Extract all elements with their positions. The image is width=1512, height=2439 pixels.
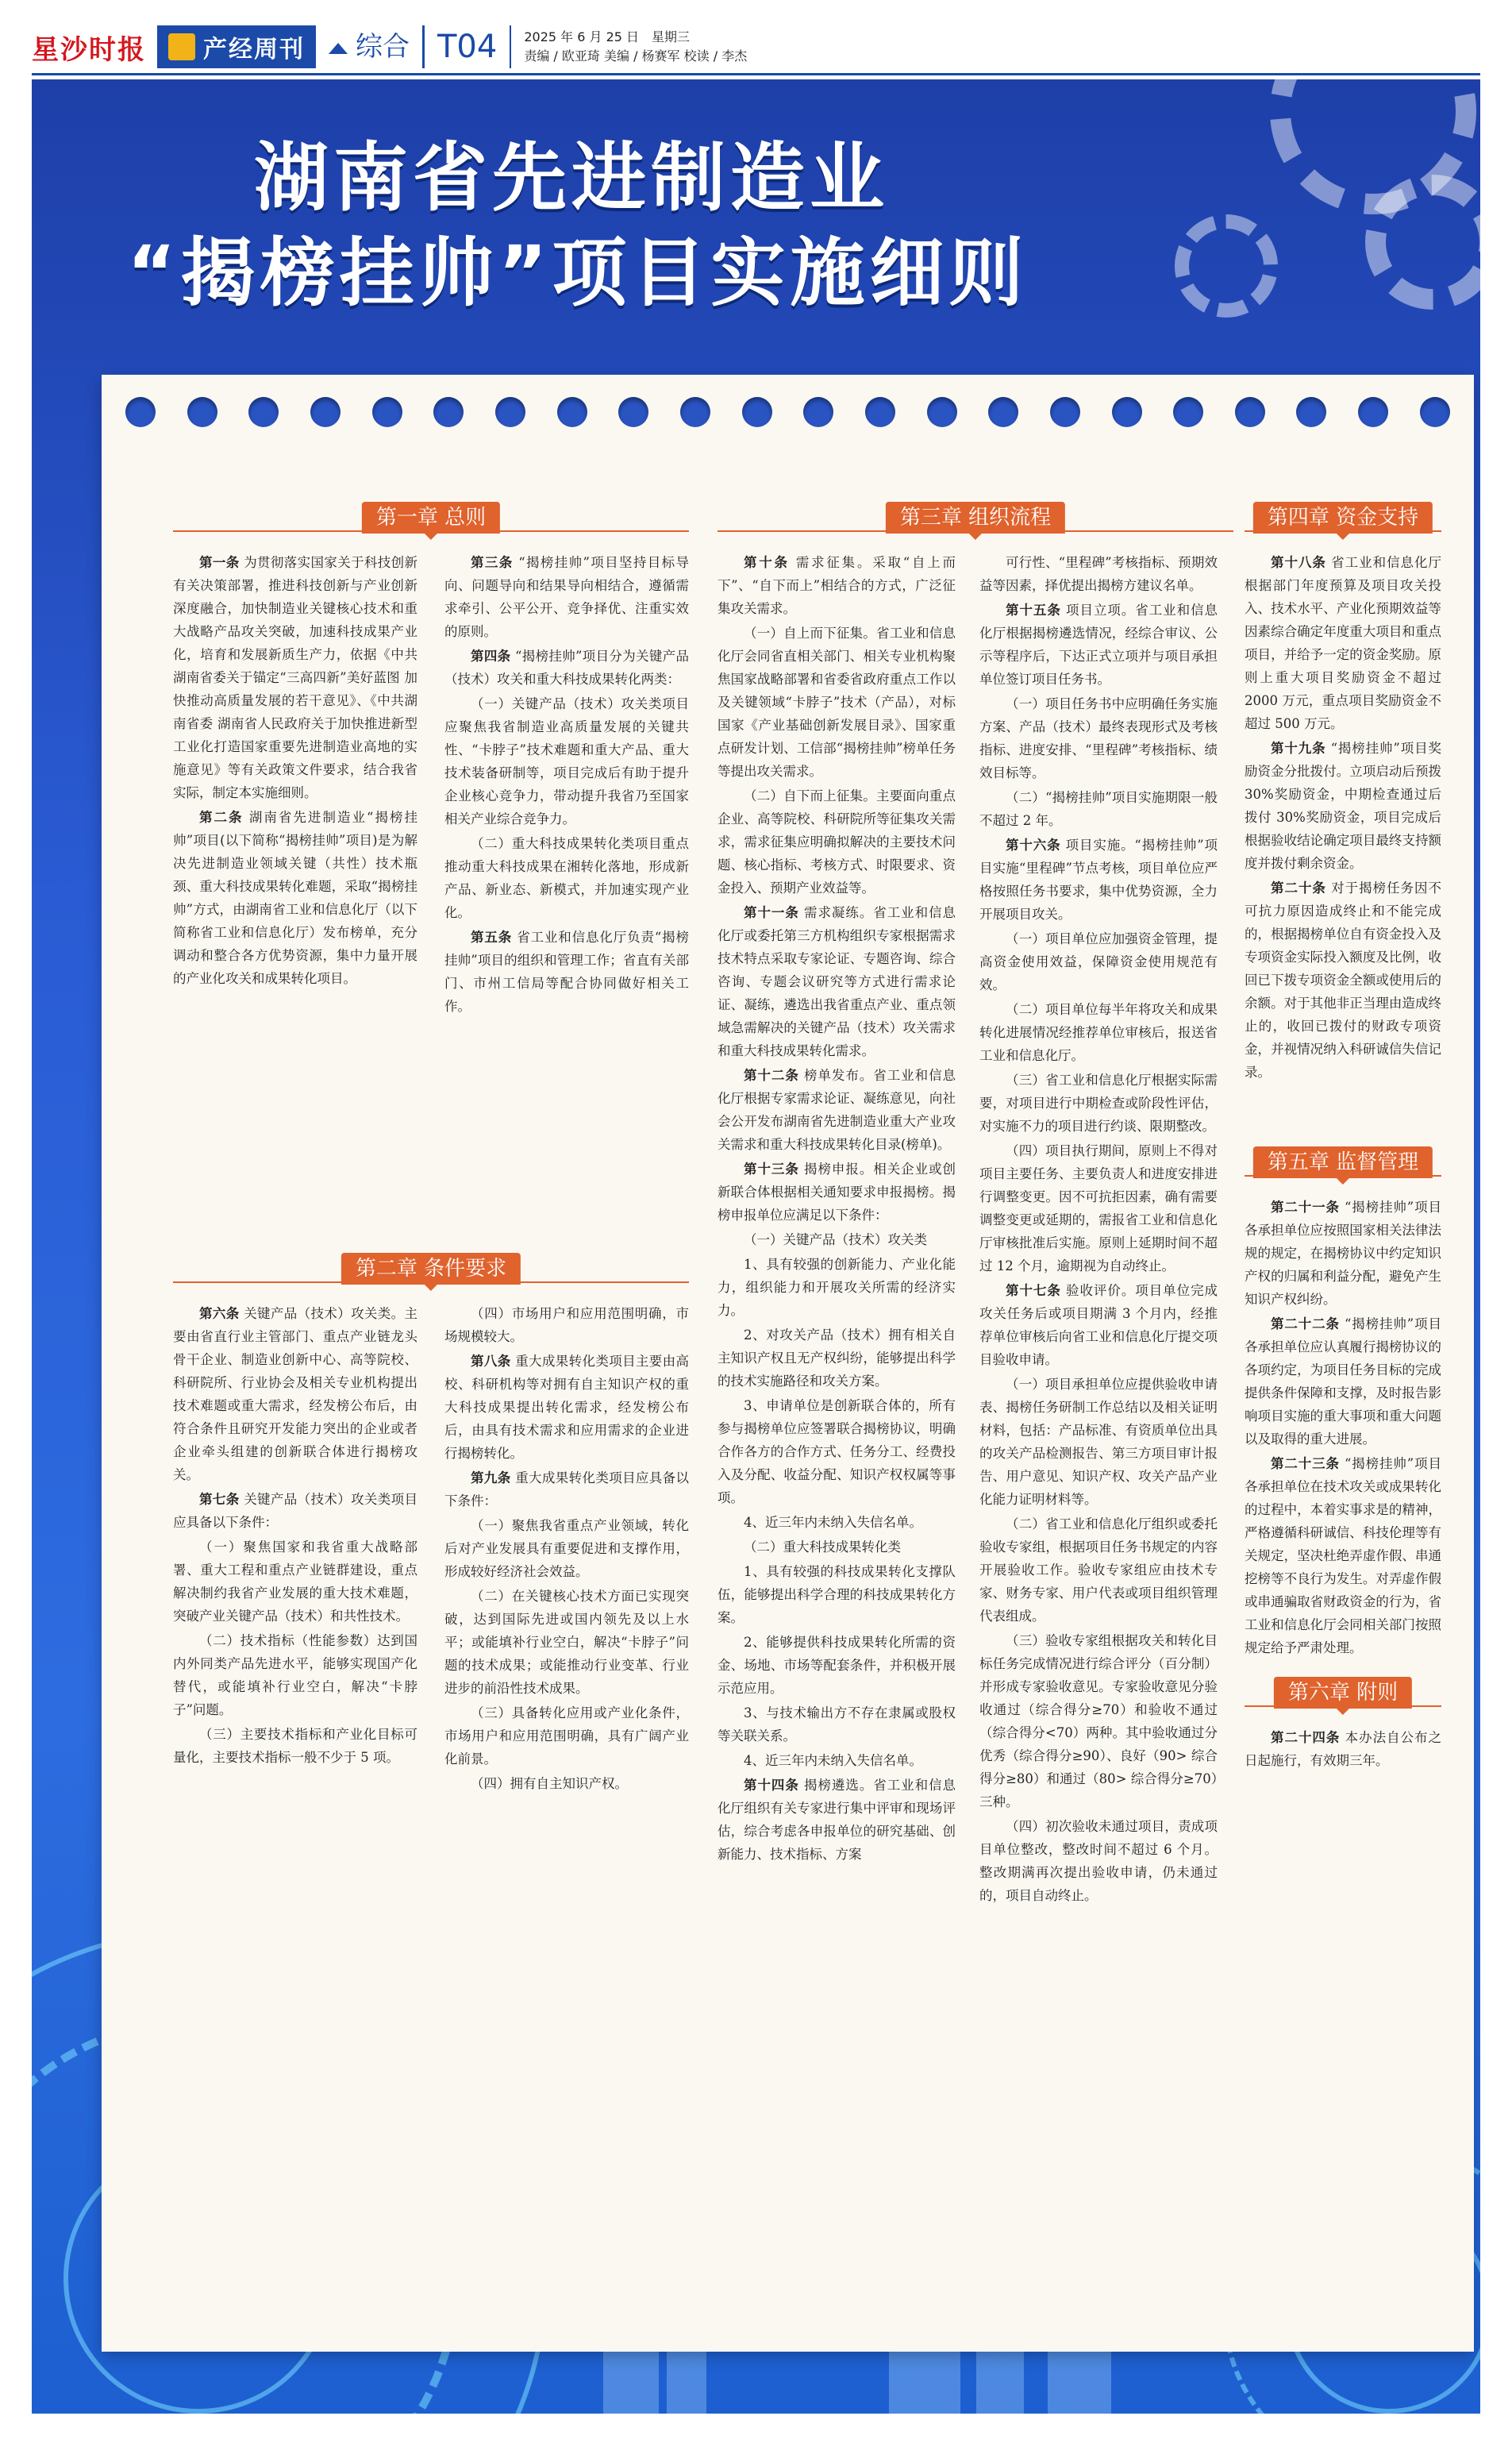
binder-hole [248,397,279,427]
article-number: 第四条 [471,649,511,664]
article-text: “揭榜挂帅”项目各承担单位应认真履行揭榜协议的各项约定，为项目任务目标的完成提供条件保障和支撑，及时报告影响项目实施的重大事项和重大问题以及取得的重大进展。 [1245,1316,1441,1447]
article-number: 第二条 [199,810,244,825]
article-number: 第三条 [471,555,514,570]
article-text: （三）具备转化应用或产业化条件，市场用户和应用范围明确，具有广阔产业化前景。 [444,1705,689,1767]
binder-hole [495,397,525,427]
article-paragraph [718,551,956,620]
article-text: 重大成果转化类项目主要由高校、科研机构等对拥有自主知识产权的重大科技成果提出转化需求，经发榜公布后，由具有技术需求和应用需求的企业进行揭榜转化。 [444,1354,689,1461]
article-text: 需求凝练。省工业和信息化厅或委托第三方机构组织专家根据需求技术特点采取专家论证、专题咨询、综合咨询、专题会议研究等方式进行需求论证、凝练，遴选出我省重点产业、重点领域急需解决的关键产品（技术）攻关需求和重大科技成果转化需求。 [718,905,956,1058]
article-text: （一）自上而下征集。省工业和信息化厅会同省直相关部门、相关专业机构聚焦国家战略部署和省委省政府重点工作以及关键领域“卡脖子”技术（产品），对标国家《产业基础创新发展目录》、国家重点研发计划、工信部“揭榜挂帅”榜单任务等提出攻关需求。 [718,626,956,779]
article-text: （三）验收专家组根据攻关和转化目标任务完成情况进行综合评分（百分制）并形成专家验收意见。专家验收意见分验收通过（综合得分≥70）和验收不通过（综合得分<70）两种。其中验收通过分优秀（综合得分≥90）、良好（90> 综合得分≥80）和通过（80> 综合得分≥70）三种。 [979,1633,1218,1809]
article-paragraph [444,1701,689,1770]
masthead-rule [32,73,1480,75]
article-paragraph [979,834,1218,926]
article-paragraph [444,1350,689,1465]
chapter-title: 第一章 总则 [362,502,500,534]
article-number: 第十三条 [744,1162,799,1177]
article-paragraph [718,1253,956,1322]
article-paragraph [718,1560,956,1629]
article-paragraph [979,1139,1218,1277]
article-paragraph [718,784,956,900]
article-paragraph [444,832,689,924]
binder-hole [310,397,340,427]
article-text: 可行性、“里程碑”考核指标、预期效益等因素，择优提出揭榜方建议名单。 [979,555,1218,593]
chapter-heading [173,502,689,538]
article-paragraph [718,1394,956,1509]
article-text: 3、申请单位是创新联合体的，所有参与揭榜单位应签署联合揭榜协议，明确合作各方的合作方式、任务分工、经费投入及分配、收益分配、知识产权权属等事项。 [718,1398,956,1505]
chapter-heading [718,502,1233,538]
article-text: 2、对攻关产品（技术）拥有相关自主知识产权且无产权纠纷，能够提出科学的技术实施路径和攻关方案。 [718,1327,956,1389]
chapter-heading [173,1253,689,1289]
article-paragraph [718,1535,956,1559]
article-number: 第二十二条 [1271,1316,1340,1331]
article-text: （二）重大科技成果转化类 [744,1539,901,1555]
section-brand: 产经周刊 [203,36,305,64]
article-paragraph [173,1488,417,1534]
article-text: 省工业和信息化厅根据部门年度预算及项目攻关投入、技术水平、产业化预期效益等因素综合确定年度重大项目和重点项目，并给予一定的资金奖励。原则上重大项目奖励资金不超过 2000 万元，重点项目奖励资金不超过 500 万元。 [1245,555,1442,731]
article-number: 第十八条 [1271,555,1326,570]
article-text: “揭榜挂帅”项目奖励资金分批拨付。立项启动后预拨 30%奖励资金，中期检查通过后拨付 30%奖励资金，项目完成后根据验收结论确定项目最终支持额度并拨付剩余资金。 [1245,741,1441,871]
article-paragraph [979,599,1218,691]
issue-date: 2025 年 6 月 25 日 星期三 [524,29,691,44]
article-paragraph [718,1228,956,1251]
article-text: （四）项目执行期间，原则上不得对项目主要任务、主要负责人和进度安排进行调整变更。因不可抗拒因素，确有需要调整变更或延期的，需报省工业和信息化厅审核批准后实施。原则上延期时间不超过 12 个月，逾期视为自动终止。 [979,1143,1218,1273]
chapter-heading [1245,502,1441,538]
article-paragraph [718,1324,956,1393]
article-column [444,551,689,1019]
credits: 责编 / 欧亚琦 美编 / 杨赛军 校读 / 李杰 [524,48,748,64]
article-paragraph [1245,1312,1441,1451]
article-text: （二）技术指标（性能参数）达到国内外同类产品先进水平，能够实现国产化替代，或能填补行业空白，解决“卡脖子”问题。 [173,1633,417,1717]
article-paragraph [979,998,1218,1067]
title-line-2: “揭榜挂帅”项目实施细则 [127,230,1029,317]
chapter-5-block [1245,1139,1441,1202]
chapter-title: 第五章 监督管理 [1253,1146,1433,1178]
binder-holes [125,397,1450,427]
article-text: （二）自下而上征集。主要面向重点企业、高等院校、科研院所等征集攻关需求，需求征集应明确拟解决的主要技术问题、核心指标、考核方式、时限要求、资金投入、预期产业效益等。 [718,788,956,896]
article-text: 4、近三年内未纳入失信名单。 [744,1515,922,1530]
article-paragraph [1245,551,1441,735]
binder-hole [1420,397,1450,427]
article-paragraph [718,901,956,1062]
article-text: 2、能够提供科技成果转化所需的资金、场地、市场等配套条件，并积极开展示范应用。 [718,1635,956,1696]
article-text: 湖南省先进制造业“揭榜挂帅”项目(以下简称“揭榜挂帅”项目)是为解决先进制造业领域关键（共性）技术瓶颈、重大科技成果转化难题，采取“揭榜挂帅”方式，由湖南省工业和信息化厅（以下简称省工业和信息化厅）发布榜单，充分调动和整合各方优势资源，集中力量开展的产业化攻关和成果转化项目。 [173,810,418,986]
masthead [32,22,1480,71]
article-paragraph [979,1512,1218,1628]
article-text: （一）项目任务书中应明确任务实施方案、产品（技术）最终表现形式及考核指标、进度安排、“里程碑”考核指标、绩效目标等。 [979,696,1218,780]
article-paragraph [444,692,689,830]
article-paragraph [718,1158,956,1227]
article-text: （二）在关键核心技术方面已实现突破，达到国际先进或国内领先及以上水平；或能填补行业空白，解决“卡脖子”问题的技术成果；或能推动行业变革、行业进步的前沿性技术成果。 [444,1589,689,1696]
article-column [173,551,417,992]
binder-hole [742,397,772,427]
article-paragraph [718,1511,956,1534]
article-text: “揭榜挂帅”项目各承担单位在技术攻关或成果转化的过程中，本着实事求是的精神，严格遵循科研诚信、科技伦理等有关规定，坚决杜绝弄虚作假、串通挖榜等不良行为发生。对弄虚作假或串通骗取省财政资金的行为，省工业和信息化厅会同相关部门按照规定给予严肃处理。 [1245,1456,1441,1655]
article-paragraph [444,1466,689,1512]
chapter-3-block [718,494,1233,557]
chapter-2-block [173,1245,689,1308]
article-text: 为贯彻落实国家关于科技创新有关决策部署，推进科技创新与产业创新深度融合，加快制造业关键核心技术和重大战略产品攻关突破，加速科技成果产业化，培育和发展新质生产力，依据《中共湖南省委关于锚定“三高四新”美好蓝图 加快推动高质量发展的若干意见》、《中共湖南省委 湖南省人民政府关于加快推进新型工业化打造国家重要先进制造业高地的实施意见》等有关政策文件要求，结合我省实际，制定本实施细则。 [173,555,417,800]
binder-hole [1112,397,1142,427]
article-text: （三）主要技术指标和产业化目标可量化，主要技术指标一般不少于 5 项。 [173,1727,417,1765]
binder-hole [988,397,1018,427]
article-text: 榜单发布。省工业和信息化厅根据专家需求论证、凝练意见，向社会公开发布湖南省先进制造业重大产业攻关需求和重大科技成果转化目录(榜单)。 [718,1068,956,1152]
article-paragraph [444,1585,689,1700]
article-paragraph [444,645,689,691]
page-number: T04 [425,25,511,68]
article-text: 需求征集。采取“自上而下”、“自下而上”相结合的方式，广泛征集攻关需求。 [718,555,956,616]
article-paragraph [173,1723,417,1769]
binder-hole [803,397,833,427]
chapter-title: 第三章 组织流程 [886,502,1065,534]
article-paragraph [979,1629,1218,1813]
article-number: 第一条 [199,555,240,570]
article-paragraph [173,1629,417,1721]
hero-panel [32,79,1480,2414]
article-paragraph [718,1631,956,1700]
article-paragraph [979,786,1218,832]
article-text: 关键产品（技术）攻关类。主要由省直行业主管部门、重点产业链龙头骨干企业、制造业创新中心、高等院校、科研院所、行业协会及相关专业机构提出技术难题或重大需求，经发榜公布后，由符合条件且研究开发能力突出的企业或者企业牵头组建的创新联合体进行揭榜攻关。 [173,1306,417,1482]
article-column [1245,1726,1441,1774]
section-brand-badge [157,25,316,68]
chapter-title: 第二章 条件要求 [341,1253,521,1285]
article-text: “揭榜挂帅”项目各承担单位应按照国家相关法律法规的规定，在揭榜协议中约定知识产权的归属和利益分配，避免产生知识产权纠纷。 [1245,1200,1441,1307]
chapter-6-block [1245,1669,1441,1732]
article-text: （一）聚焦国家和我省重大战略部署、重大工程和重点产业链群建设，重点解决制约我省产业发展的重大技术难题，突破产业关键产品（技术）和共性技术。 [173,1539,417,1624]
article-paragraph [1245,1196,1441,1311]
article-paragraph [444,1302,689,1348]
article-text: 揭榜遴选。省工业和信息化厅组织有关专家进行集中评审和现场评估，综合考虑各申报单位的研究基础、创新能力、技术指标、方案 [718,1778,956,1862]
article-number: 第六条 [199,1306,240,1321]
brand-mark-icon [168,33,195,60]
article-text: 本办法自公布之日起施行，有效期三年。 [1245,1730,1442,1768]
article-paragraph [979,1069,1218,1138]
article-paragraph [979,692,1218,784]
article-text: 4、近三年内未纳入失信名单。 [744,1753,922,1768]
masthead-meta [511,28,747,66]
article-text: （一）关键产品（技术）攻关类 [744,1232,927,1247]
article-paragraph [718,1701,956,1747]
article-text: 验收评价。项目单位完成攻关任务后或项目期满 3 个月内，经推荐单位审核后向省工业和信息化厅提交项目验收申请。 [979,1283,1218,1367]
binder-hole [1358,397,1388,427]
article-column [173,1302,417,1770]
binder-hole [927,397,957,427]
article-paragraph [173,806,417,990]
article-text: （三）省工业和信息化厅根据实际需要，对项目进行中期检查或阶段性评估，对实施不力的项目进行约谈、限期整改。 [979,1073,1218,1134]
article-text: （一）项目单位应加强资金管理，提高资金使用效益，保障资金使用规范有效。 [979,931,1218,992]
article-paragraph [1245,1726,1441,1772]
binder-hole [433,397,464,427]
article-text: 重大成果转化类项目应具备以下条件： [444,1470,689,1508]
article-text: （四）拥有自主知识产权。 [471,1776,628,1791]
article-number: 第七条 [199,1492,240,1507]
binder-hole [187,397,217,427]
article-paragraph [979,1279,1218,1371]
article-text: （四）初次验收未通过项目，责成项目单位整改，整改时间不超过 6 个月。整改期满再次提出验收申请，仍未通过的，项目自动终止。 [979,1819,1218,1903]
article-text: 3、与技术输出方不存在隶属或股权等关联关系。 [718,1705,956,1744]
chapter-4-block [1245,494,1441,557]
article-column [1245,551,1441,1085]
article-number: 第十七条 [1006,1283,1061,1298]
article-column [444,1302,689,1797]
article-paragraph [444,551,689,643]
article-text: （一）项目承担单位应提供验收申请表、揭榜任务研制工作总结以及相关证明材料，包括：产品标准、有资质单位出具的攻关产品检测报告、第三方项目审计报告、用户意见、知识产权、攻关产品产业化能力证明材料等。 [979,1377,1218,1507]
article-column [1245,1196,1441,1661]
article-text: “揭榜挂帅”项目分为关键产品（技术）攻关和重大科技成果转化两类： [444,649,689,687]
article-paragraph [1245,1452,1441,1659]
notebook-paper [102,375,1474,2352]
binder-hole [1235,397,1265,427]
chapter-title: 第四章 资金支持 [1253,502,1433,534]
article-paragraph [979,1373,1218,1511]
binder-hole [1173,397,1203,427]
article-paragraph [444,926,689,1018]
article-paragraph [173,1302,417,1486]
article-paragraph [979,927,1218,996]
article-text: 关键产品（技术）攻关类项目应具备以下条件： [173,1492,417,1530]
article-paragraph [173,1535,417,1628]
article-text: 对于揭榜任务因不可抗力原因造成终止和不能完成的，根据揭榜单位自有资金投入及专项资金实际投入额度及比例，收回已下拨专项资金全额或使用后的余额。对于其他非正当理由造成终止的，收回已拨付的财政专项资金，并视情况纳入科研诚信失信记录。 [1245,880,1442,1080]
article-text: 1、具有较强的科技成果转化支撑队伍，能够提出科学合理的科技成果转化方案。 [718,1564,956,1625]
binder-hole [865,397,895,427]
article-paragraph [718,622,956,783]
article-paragraph [1245,877,1441,1084]
binder-hole [557,397,587,427]
article-text: （二）项目单位每半年将攻关和成果转化进展情况经推荐单位审核后，报送省工业和信息化厅。 [979,1002,1218,1063]
article-text: （二）省工业和信息化厅组织或委托验收专家组，根据项目任务书规定的内容开展验收工作。验收专家组应由技术专家、财务专家、用户代表或项目组织管理代表组成。 [979,1516,1218,1624]
chapter-heading [1245,1146,1441,1183]
article-text: 项目实施。“揭榜挂帅”项目实施“里程碑”节点考核，项目单位应严格按照任务书要求，集中优势资源，全力开展项目攻关。 [979,838,1218,922]
article-column [718,551,956,1867]
article-column [979,551,1218,1909]
article-text: 省工业和信息化厅负责“揭榜挂帅”项目的组织和管理工作；省直有关部门、市州工信局等配合协同做好相关工作。 [444,930,689,1014]
article-number: 第二十四条 [1271,1730,1341,1745]
article-number: 第十九条 [1271,741,1326,756]
article-paragraph [979,1815,1218,1907]
binder-hole [680,397,710,427]
binder-hole [618,397,648,427]
article-text: （二）重大科技成果转化类项目重点推动重大科技成果在湘转化落地，形成新产品、新业态、新模式，并加速实现产业化。 [444,836,689,920]
title-line-1: 湖南省先进制造业 [254,135,890,222]
article-number: 第十四条 [744,1778,799,1793]
article-text: （一）聚焦我省重点产业领域，转化后对产业发展具有重要促进和支撑作用，形成较好经济社会效益。 [444,1518,689,1579]
article-text: （二）“揭榜挂帅”项目实施期限一般不超过 2 年。 [979,790,1218,828]
article-number: 第十条 [744,555,790,570]
brand-logo: 星沙时报 [32,33,146,66]
article-paragraph [718,1064,956,1156]
article-number: 第五条 [471,930,513,945]
article-number: 第十二条 [744,1068,799,1083]
article-paragraph [1245,737,1441,875]
article-paragraph [444,1514,689,1583]
chapter-heading [1245,1677,1441,1713]
article-number: 第二十条 [1271,880,1326,896]
article-paragraph [718,1774,956,1866]
chapter-1-block [173,494,689,557]
article-paragraph [444,1772,689,1795]
article-paragraph [979,551,1218,597]
article-number: 第二十一条 [1271,1200,1340,1215]
binder-hole [1296,397,1326,427]
chapter-title: 第六章 附则 [1274,1677,1412,1709]
article-number: 第十六条 [1006,838,1061,853]
gear-icon [1175,214,1278,318]
article-text: “揭榜挂帅”项目坚持目标导向、问题导向和结果导向相结合，遵循需求牵引、公平公开、竞争择优、注重实效的原则。 [444,555,690,639]
article-text: （一）关键产品（技术）攻关类项目应聚焦我省制造业高质量发展的关键共性、“卡脖子”技术难题和重大产品、重大技术装备研制等，项目完成后有助于提升企业核心竞争力，带动提升我省乃至国家相关产业综合竞争力。 [444,696,689,826]
article-text: （四）市场用户和应用范围明确，市场规模较大。 [444,1306,689,1344]
article-number: 第二十三条 [1271,1456,1340,1471]
article-text: 1、具有较强的创新能力、产业化能力，组织能力和开展攻关所需的经济实力。 [718,1257,956,1318]
article-number: 第八条 [471,1354,511,1369]
article-text: 项目立项。省工业和信息化厅根据揭榜遴选情况，经综合审议、公示等程序后，下达正式立项并与项目承担单位签订项目任务书。 [979,603,1218,687]
binder-hole [125,397,156,427]
article-number: 第九条 [471,1470,511,1485]
page-title [127,131,1079,322]
binder-hole [372,397,402,427]
article-paragraph [718,1749,956,1772]
binder-hole [1050,397,1080,427]
article-text: 揭榜申报。相关企业或创新联合体根据相关通知要求申报揭榜。揭榜申报单位应满足以下条件： [718,1162,956,1223]
article-number: 第十一条 [744,905,799,920]
article-number: 第十五条 [1006,603,1061,618]
section-name: 综合 [316,25,425,68]
article-paragraph [173,551,417,804]
